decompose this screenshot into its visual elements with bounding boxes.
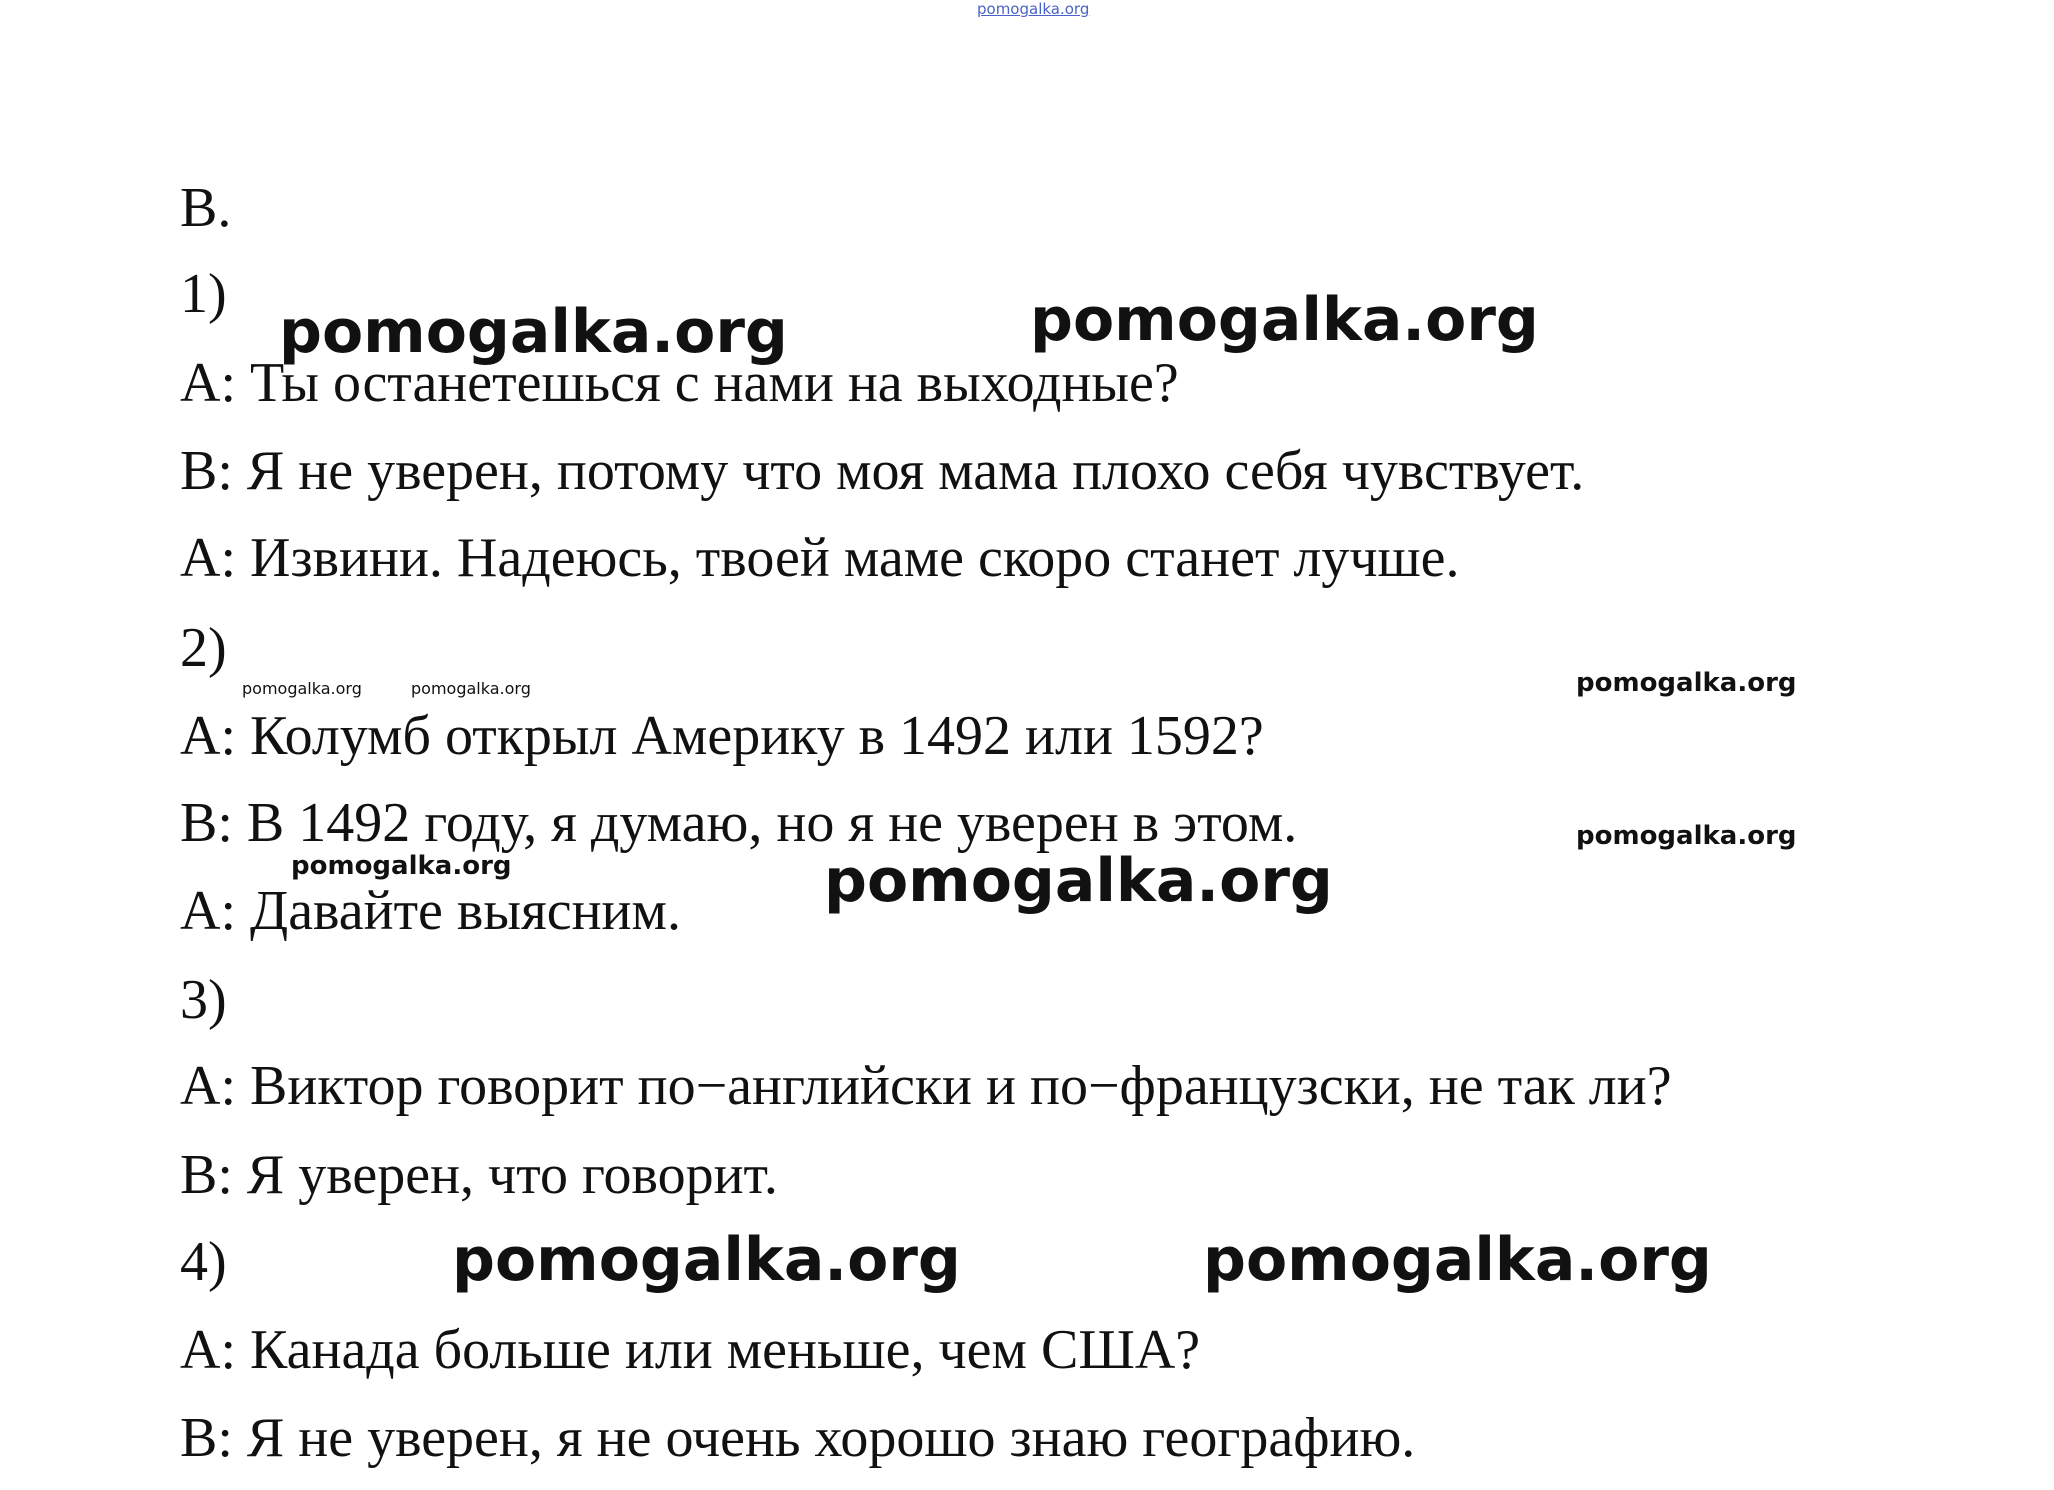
dialogue-4-line-1: A: Канада больше или меньше, чем США? — [180, 1319, 1201, 1381]
dialogue-1-line-2: B: Я не уверен, потому что моя мама плохо себя чувствует. — [180, 440, 1585, 502]
dialogue-4-line-2: B: Я не уверен, я не очень хорошо знаю географию. — [180, 1407, 1416, 1469]
watermark: pomogalka.org — [1576, 821, 1797, 851]
watermark: pomogalka.org — [242, 679, 362, 698]
dialogue-1-number: 1) — [180, 263, 227, 325]
dialogue-1-line-3: A: Извини. Надеюсь, твоей маме скоро станет лучше. — [180, 527, 1460, 589]
watermark: pomogalka.org — [279, 297, 788, 367]
dialogue-4-number: 4) — [180, 1231, 227, 1293]
dialogue-3-number: 3) — [180, 969, 227, 1031]
dialogue-2-number: 2) — [180, 617, 227, 679]
dialogue-2-line-2: B: В 1492 году, я думаю, но я не уверен в этом. — [180, 792, 1298, 854]
watermark: pomogalka.org — [1203, 1225, 1712, 1295]
watermark: pomogalka.org — [452, 1225, 961, 1295]
watermark: pomogalka.org — [824, 846, 1333, 916]
dialogue-1-line-1: A: Ты останетешься с нами на выходные? — [180, 352, 1179, 414]
dialogue-2-line-3: A: Давайте выясним. — [180, 880, 681, 942]
watermark: pomogalka.org — [1030, 285, 1539, 355]
dialogue-3-line-2: B: Я уверен, что говорит. — [180, 1144, 778, 1206]
top-watermark-link[interactable]: pomogalka.org — [977, 0, 1090, 18]
watermark: pomogalka.org — [411, 679, 531, 698]
dialogue-3-line-1: A: Виктор говорит по−английски и по−французски, не так ли? — [180, 1055, 1672, 1117]
section-letter: B. — [180, 177, 232, 239]
watermark: pomogalka.org — [291, 851, 512, 881]
dialogue-2-line-1: A: Колумб открыл Америку в 1492 или 1592? — [180, 705, 1264, 767]
watermark: pomogalka.org — [1576, 668, 1797, 698]
